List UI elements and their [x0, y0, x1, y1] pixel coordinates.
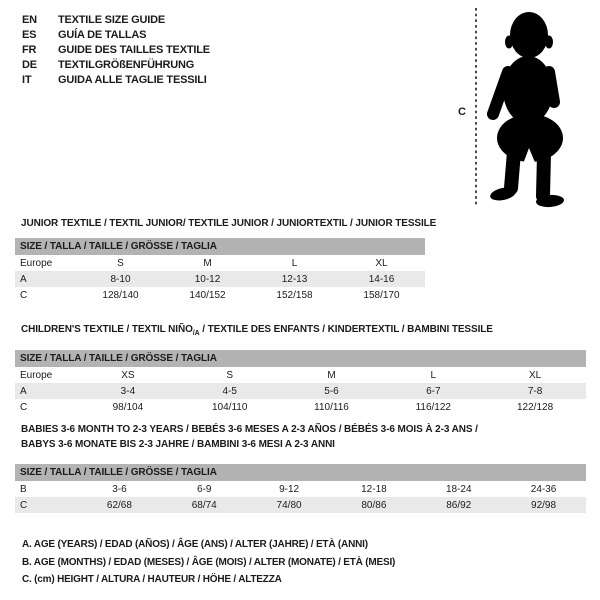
children-title-pre: CHILDREN'S TEXTILE / TEXTIL NIÑO: [21, 324, 193, 335]
footnote-b: B. AGE (MONTHS) / EDAD (MESES) / ÂGE (MOIS) / ALTER (MONATE) / ETÀ (MESI): [22, 556, 396, 568]
cell: M: [203, 257, 212, 269]
size-header-bar: SIZE / TALLA / TAILLE / GRÖSSE / TAGLIA: [15, 350, 586, 367]
cell: 12-18: [361, 483, 387, 495]
footnote-legend: [22, 536, 395, 589]
cell: 8-10: [110, 273, 131, 285]
table-row: [15, 255, 425, 271]
cell: 74/80: [276, 499, 302, 511]
junior-size-table: [15, 238, 425, 303]
cell: 62/68: [106, 499, 132, 511]
cell: 140/152: [189, 289, 226, 301]
cell: 110/116: [314, 401, 349, 413]
row-label: C: [20, 289, 28, 301]
cell: 3-4: [120, 385, 136, 397]
footnote-a: A. AGE (YEARS) / EDAD (AÑOS) / ÂGE (ANS) / ALTER (JAHRE) / ETÀ (ANNI): [22, 539, 368, 550]
cell: 6-7: [426, 385, 441, 397]
cell: L: [291, 257, 298, 269]
language-title: GUÍA DE TALLAS: [58, 29, 147, 41]
baby-silhouette-icon: [455, 2, 585, 212]
language-row: [22, 43, 210, 58]
row-label: C: [20, 401, 28, 413]
children-title-subscript: /A: [192, 330, 200, 337]
footnote-c: C. (cm) HEIGHT / ALTURA / HAUTEUR / HÖHE / ALTEZZA: [22, 574, 282, 585]
table-row: [15, 271, 425, 287]
language-code: DE: [22, 59, 37, 71]
language-title-list: [22, 13, 210, 88]
row-label: Europe: [20, 257, 53, 269]
cell: 7-8: [527, 385, 543, 397]
language-code: FR: [22, 44, 37, 56]
language-code: IT: [22, 74, 32, 86]
table-row: [15, 481, 586, 497]
babies-title-line1: BABIES 3-6 MONTH TO 2-3 YEARS / BEBÉS 3-6 MESES A 2-3 AÑOS / BÉBÉS 3-6 MOIS À 2-3 ANS /: [21, 424, 478, 435]
cell: 158/170: [363, 289, 400, 301]
cell: 104/110: [211, 401, 248, 413]
language-title: GUIDE DES TAILLES TEXTILE: [58, 44, 210, 56]
language-row: [22, 28, 210, 43]
cell: 3-6: [112, 483, 127, 495]
cell: 80/86: [361, 499, 387, 511]
size-header-bar: SIZE / TALLA / TAILLE / GRÖSSE / TAGLIA: [15, 464, 586, 481]
children-table-title: [21, 324, 493, 337]
language-title: TEXTILGRÖßENFÜHRUNG: [58, 59, 195, 71]
cell: 152/158: [276, 289, 313, 301]
table-row: [15, 497, 586, 513]
cell: 10-12: [194, 273, 221, 285]
cell: S: [117, 257, 124, 269]
babies-table-title: [21, 422, 478, 452]
language-row: [22, 73, 210, 88]
cell: L: [430, 369, 437, 381]
row-label: A: [20, 273, 27, 285]
language-title: TEXTILE SIZE GUIDE: [58, 14, 166, 26]
table-row: [15, 383, 586, 399]
language-code: EN: [22, 14, 37, 26]
junior-table-title: JUNIOR TEXTILE / TEXTIL JUNIOR/ TEXTILE JUNIOR / JUNIORTEXTIL / JUNIOR TESSILE: [21, 218, 437, 229]
row-label: Europe: [20, 369, 53, 381]
cell: 98/104: [112, 401, 144, 413]
cell: 86/92: [446, 499, 472, 511]
language-row: [22, 13, 210, 28]
cell: 116/122: [415, 401, 451, 413]
height-marker-label: C: [458, 106, 466, 118]
children-size-table: [15, 350, 586, 415]
cell: S: [226, 369, 234, 381]
cell: 6-9: [197, 483, 212, 495]
cell: XL: [375, 257, 388, 269]
babies-title-line2: BABYS 3-6 MONATE BIS 2-3 JAHRE / BAMBINI 3-6 MESI A 2-3 ANNI: [21, 439, 335, 450]
cell: XS: [121, 369, 135, 381]
row-label: A: [20, 385, 27, 397]
cell: 4-5: [222, 385, 237, 397]
table-row: [15, 367, 586, 383]
cell: 122/128: [517, 401, 554, 413]
size-header-bar: SIZE / TALLA / TAILLE / GRÖSSE / TAGLIA: [15, 238, 425, 255]
children-title-post: / TEXTILE DES ENFANTS / KINDERTEXTIL / BAMBINI TESSILE: [199, 324, 493, 335]
cell: 68/74: [191, 499, 217, 511]
babies-size-table: [15, 464, 586, 513]
table-row: [15, 287, 425, 303]
language-row: [22, 58, 210, 73]
cell: XL: [528, 369, 542, 381]
cell: 18-24: [445, 483, 472, 495]
cell: 5-6: [324, 385, 339, 397]
row-label: B: [20, 483, 27, 495]
cell: 14-16: [368, 273, 395, 285]
cell: 24-36: [530, 483, 557, 495]
cell: 92/98: [531, 499, 557, 511]
cell: 12-13: [281, 273, 308, 285]
language-code: ES: [22, 29, 37, 41]
cell: 128/140: [102, 289, 139, 301]
language-title: GUIDA ALLE TAGLIE TESSILI: [58, 74, 207, 86]
cell: M: [327, 369, 336, 381]
table-row: [15, 399, 586, 415]
row-label: C: [20, 499, 28, 511]
cell: 9-12: [279, 483, 300, 495]
